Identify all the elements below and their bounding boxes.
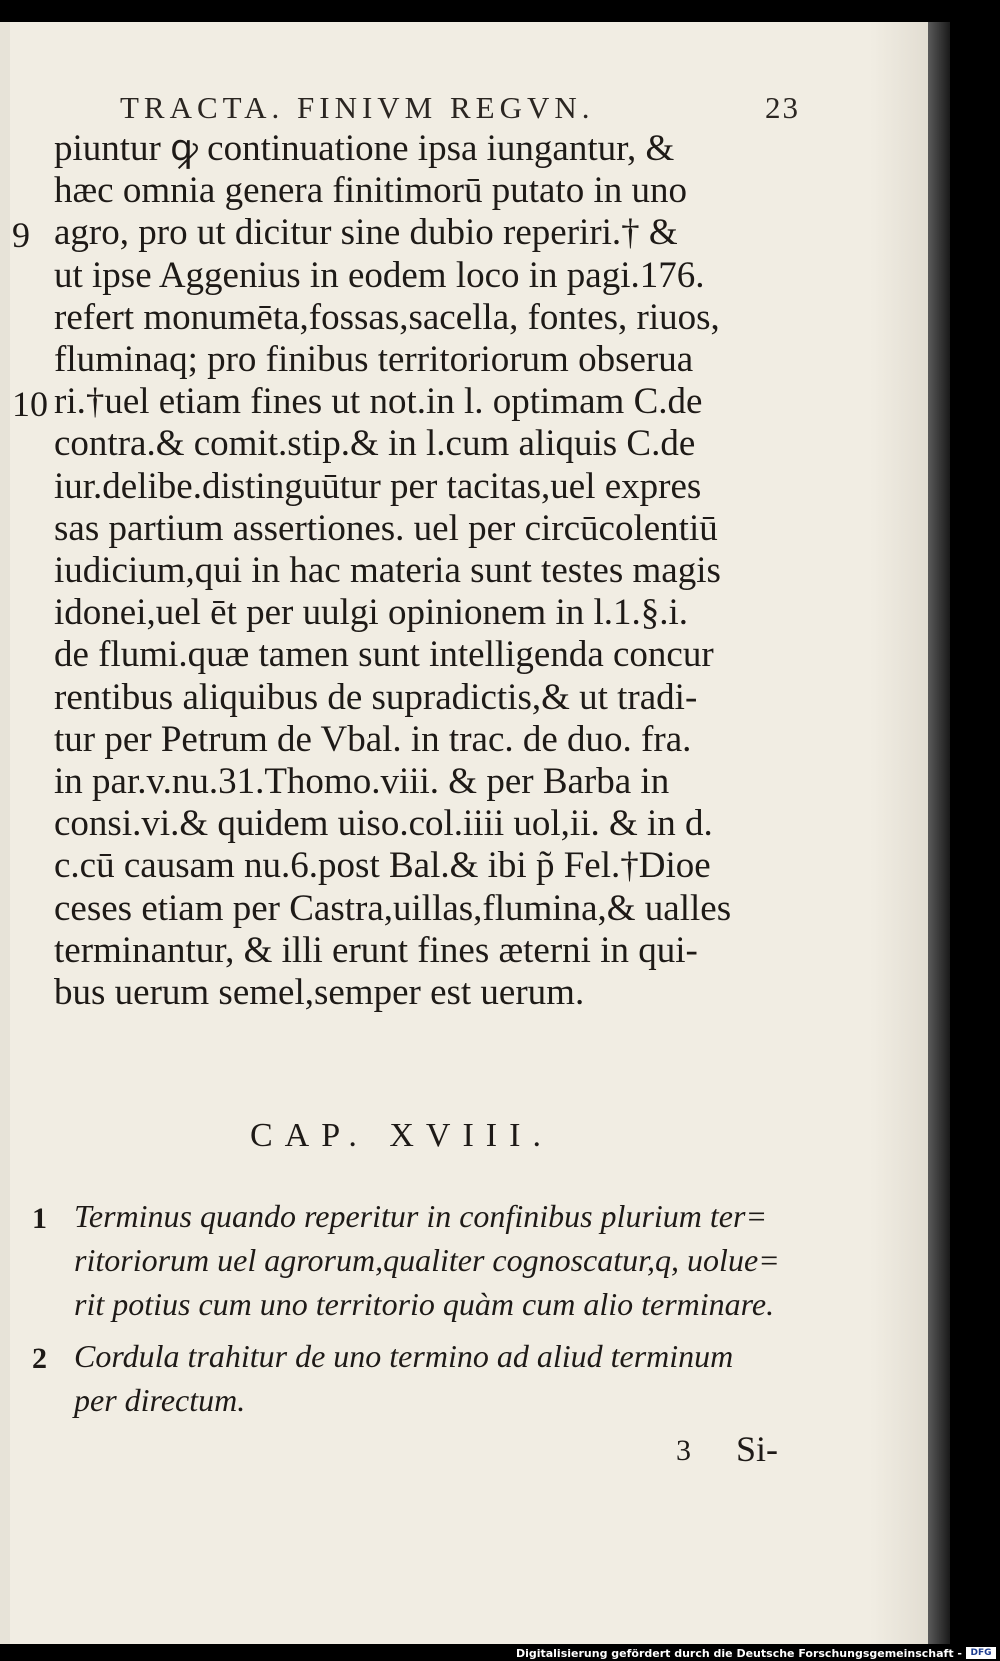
summary-number: 1 <box>32 1202 47 1235</box>
text-line: ceses etiam per Castra,uillas,flumina,& ualles <box>54 887 732 929</box>
summary-line: rit potius cum uno territorio quàm cum alio terminare. <box>74 1286 775 1322</box>
text-line: bus uerum semel,semper est uerum. <box>54 972 585 1013</box>
running-header <box>120 90 800 126</box>
text-line: idonei,uel ēt per uulgi opinionem in l.1.§.i. <box>54 592 689 634</box>
summary-line: per directum. <box>74 1382 246 1418</box>
text-line: fluminaq; pro finibus territoriorum obserua <box>54 339 694 380</box>
summary-line: Cordula trahitur de uno termino ad aliud terminum <box>74 1338 734 1374</box>
page-edge <box>928 22 950 1644</box>
text-line: hæc omnia genera finitimorū putato in uno <box>54 170 687 212</box>
text-line: ri.†uel etiam fines ut not.in l. optimam C.de <box>54 381 703 423</box>
summary-number: 2 <box>32 1342 47 1375</box>
text-line: de flumi.quæ tamen sunt intelligenda concur <box>54 634 714 676</box>
text-line: refert monumēta,fossas,sacella, fontes, riuos, <box>54 296 720 338</box>
footer-bar <box>0 1644 1000 1661</box>
margin-note-number: 10 <box>12 384 48 425</box>
footer-credit: Digitalisierung gefördert durch die Deutsche Forschungsgemeinschaft - <box>515 1647 962 1660</box>
summary-line: ritoriorum uel agrorum,qualiter cognoscatur,q, uolue= <box>74 1242 780 1278</box>
catchword-number: 3 <box>676 1434 691 1467</box>
text-line: agro, pro ut dicitur sine dubio reperiri.† & <box>54 212 678 254</box>
catchword: Si- <box>736 1429 779 1469</box>
text-line: consi.vi.& quidem uiso.col.iiii uol,ii. & in d. <box>54 803 713 845</box>
text-line: iudicium,qui in hac materia sunt testes magis <box>54 550 721 591</box>
text-line: rentibus aliquibus de supradictis,& ut tradi- <box>54 676 698 718</box>
text-line: terminantur, & illi erunt fines æterni in qui- <box>54 929 698 971</box>
running-title: TRACTA. FINIVM REGVN. <box>120 90 595 125</box>
summary-line: Terminus quando reperitur in confinibus plurium ter= <box>74 1198 768 1234</box>
text-line: ut ipse Aggenius in eodem loco in pagi.176. <box>54 254 705 296</box>
text-line: sas partium assertiones. uel per circūcolentiū <box>54 507 718 549</box>
text-line: tur per Petrum de Vbal. in trac. de duo. fra. <box>54 718 692 760</box>
chapter-heading: CAP. XVIII. <box>250 1117 553 1154</box>
margin-note-number: 9 <box>12 215 30 256</box>
text-line: contra.& comit.stip.& in l.cum aliquis C.de <box>54 423 696 465</box>
text-line: in par.v.nu.31.Thomo.viii. & per Barba in <box>54 761 670 802</box>
text-line: iur.delibe.distinguūtur per tacitas,uel expres <box>54 465 702 507</box>
text-line: c.cū causam nu.6.post Bal.& ibi p̃ Fel.†Dioe <box>54 845 711 887</box>
text-line: piuntur ꝙ continuatione ipsa iungantur, & <box>54 128 675 169</box>
page-number: 23 <box>765 90 800 125</box>
dfg-logo: DFG <box>966 1647 996 1659</box>
book-page <box>0 22 940 1644</box>
